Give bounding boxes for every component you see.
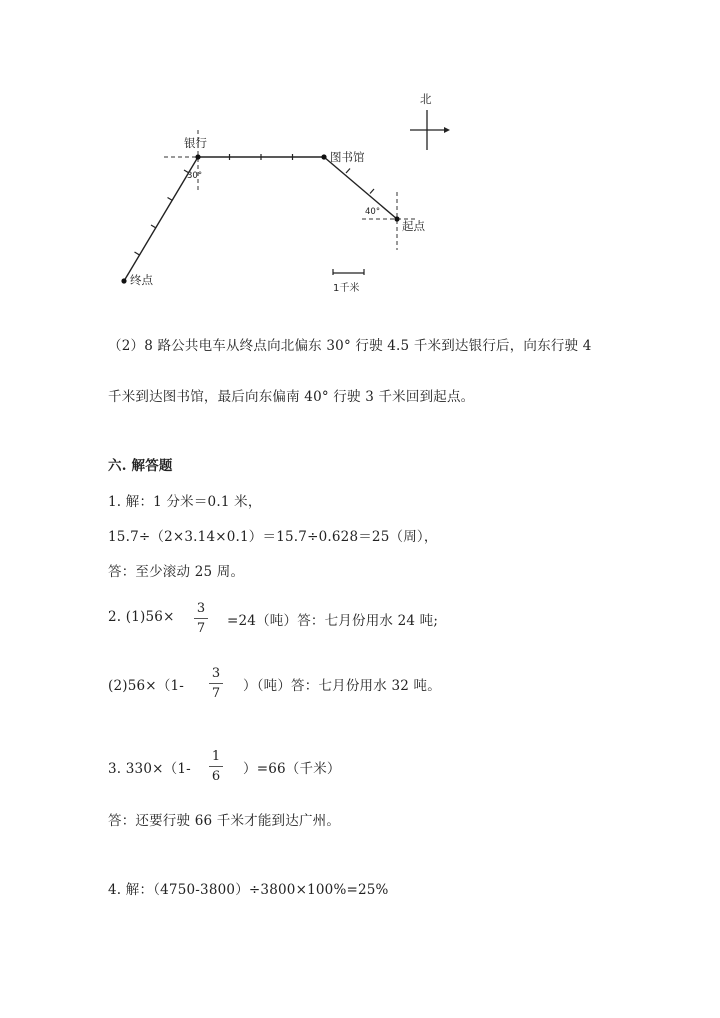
q2a-numerator: 3 [196,601,206,616]
q2a-pre: 2. (1)56× [108,609,175,625]
q3-post: ）=66（千米） [243,761,341,777]
q1-line1: 1. 解：1 分米＝0.1 米， [108,494,262,510]
compass-arrow-icon [444,127,450,133]
part2-line2: 千米到达图书馆，最后向东偏南 40° 行驶 3 千米回到起点。 [108,389,475,405]
q2a-denominator: 7 [196,621,206,636]
q2a-post: =24（吨）答：七月份用水 24 吨; [227,613,439,629]
end-label: 终点 [130,273,153,287]
q2b-denominator: 7 [211,686,221,701]
angle-bank-label: 30° [187,171,203,181]
ticks-library-start [346,169,374,194]
scale-bar [333,269,364,275]
part2-line1: （2）8 路公共电车从终点向北偏东 30° 行驶 4.5 千米到达银行后，向东行驶 4 [108,338,592,354]
bank-label: 银行 [184,136,207,150]
q2b-fraction [209,667,223,700]
start-label: 起点 [402,219,425,233]
q3-pre: 3. 330×（1- [108,761,191,777]
q3-fraction [209,750,223,783]
route-library-to-start [324,157,397,219]
q2a-fraction [194,602,208,635]
bank-point [195,154,200,159]
angle-start-label: 40° [365,207,381,217]
library-label: 图书馆 [330,150,365,164]
q2b-pre: (2)56×（1- [108,678,185,694]
q2b-numerator: 3 [211,666,221,681]
q3-answer: 答：还要行驶 66 千米才能到达广州。 [108,813,341,829]
q2b-post: ）（吨）答：七月份用水 32 吨。 [243,678,441,694]
q3-denominator: 6 [211,769,221,784]
q1-line2: 15.7÷（2×3.14×0.1）＝15.7÷0.628＝25（周）， [108,529,438,545]
q3-numerator: 1 [211,749,221,764]
end-point [121,278,126,283]
library-point [321,154,326,159]
ticks-end-bank [135,170,190,255]
section6-title: 六. 解答题 [108,458,173,474]
q1-line3: 答：至少滚动 25 周。 [108,564,245,580]
q4-line: 4. 解：（4750-3800）÷3800×100%=25% [108,882,389,898]
north-label: 北 [420,92,432,106]
scale-label: 1千米 [333,283,360,294]
start-point [394,216,399,221]
